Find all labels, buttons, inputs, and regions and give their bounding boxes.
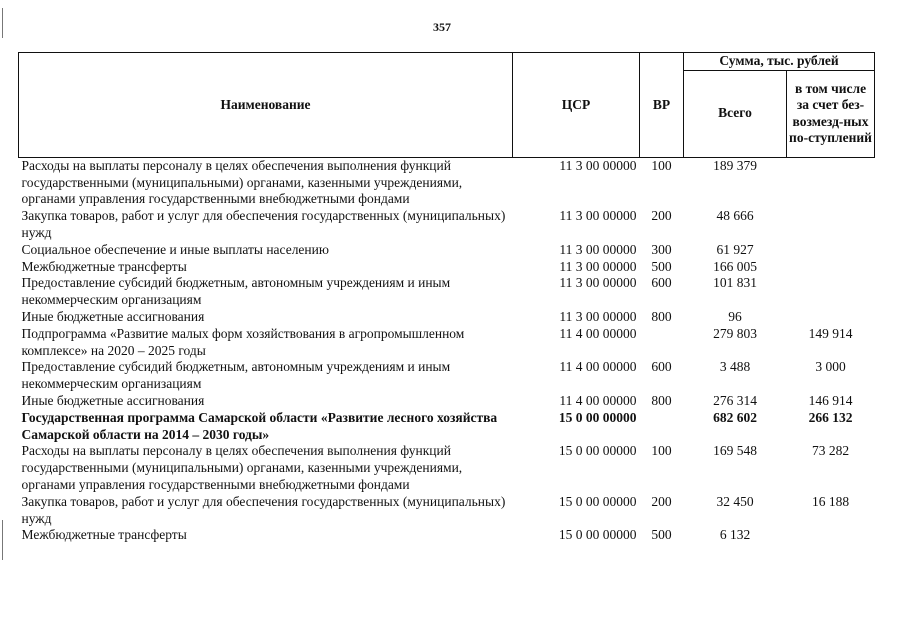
row-vr: 800 (651, 308, 672, 324)
table-row (19, 393, 875, 410)
row-csr: 11 3 00 00000 (559, 308, 637, 324)
header-name: Наименование (19, 53, 513, 158)
table-row (19, 259, 875, 276)
row-total: 96 (728, 308, 742, 324)
row-total: 101 831 (713, 275, 757, 291)
row-total: 6 132 (719, 527, 751, 543)
row-csr: 15 0 00 00000 (558, 443, 637, 459)
table-row (19, 326, 875, 360)
row-vr: 300 (651, 241, 672, 257)
scan-margin-mark (2, 520, 3, 560)
table-row (19, 359, 875, 393)
row-free-receipts (787, 309, 875, 326)
table-row (19, 275, 875, 309)
row-vr: 800 (651, 392, 672, 408)
row-free-receipts: 266 132 (808, 409, 853, 425)
row-free-receipts (787, 275, 875, 309)
row-vr: 600 (651, 359, 672, 375)
header-csr: ЦСР (513, 53, 640, 158)
row-csr: 15 0 00 00000 (558, 527, 637, 543)
table-header (19, 53, 875, 158)
row-csr: 11 3 00 00000 (559, 241, 637, 257)
row-name: Подпрограмма «Развитие малых форм хозяйствования в агропромышленном комплексе» на 2020 – 2025 годы (21, 325, 465, 358)
row-name: Предоставление субсидий бюджетным, автономным учреждениям и иным некоммерческим организациям (21, 275, 451, 308)
row-csr: 11 3 00 00000 (559, 275, 637, 291)
row-csr: 11 3 00 00000 (559, 208, 637, 224)
row-csr: 15 0 00 00000 (558, 493, 637, 509)
row-csr: 15 0 00 00000 (558, 409, 637, 425)
row-total: 166 005 (713, 258, 757, 274)
row-vr: 200 (651, 208, 672, 224)
row-name: Межбюджетные трансферты (21, 258, 187, 274)
row-name: Закупка товаров, работ и услуг для обеспечения государственных (муниципальных) нужд (21, 208, 506, 240)
table-row (19, 242, 875, 259)
header-total: Всего (684, 70, 787, 157)
budget-table (18, 52, 875, 544)
row-free-receipts (787, 208, 875, 242)
row-name: Иные бюджетные ассигнования (21, 392, 205, 408)
row-total: 276 314 (713, 392, 757, 408)
row-vr: 600 (651, 275, 672, 291)
row-free-receipts: 146 914 (808, 392, 853, 408)
row-vr: 500 (651, 527, 672, 543)
table-row (19, 494, 875, 528)
row-vr: 500 (651, 258, 672, 274)
row-csr: 11 3 00 00000 (559, 157, 637, 173)
table-row (19, 208, 875, 242)
row-csr: 11 3 00 00000 (559, 258, 637, 274)
row-vr: 200 (651, 493, 672, 509)
table-row (19, 527, 875, 544)
row-total: 32 450 (716, 493, 754, 509)
row-free-receipts (787, 527, 875, 544)
row-name: Закупка товаров, работ и услуг для обеспечения государственных (муниципальных) нужд (21, 493, 506, 526)
row-free-receipts: 73 282 (811, 443, 850, 459)
row-csr: 11 4 00 00000 (559, 392, 637, 408)
row-free-receipts (787, 242, 875, 259)
row-total: 682 602 (713, 409, 757, 425)
table-row (19, 410, 875, 444)
table-body (19, 157, 875, 544)
row-total: 189 379 (713, 157, 757, 173)
row-name: Расходы на выплаты персоналу в целях обеспечения выполнения функций государственными (муниципальными) органами, казенными учреждениями, органами управления государственными внебюджетными фондами (21, 157, 463, 207)
page-number: 357 (433, 20, 451, 34)
row-total: 169 548 (713, 443, 757, 459)
row-free-receipts: 3 000 (815, 359, 846, 375)
row-name: Предоставление субсидий бюджетным, автономным учреждениям и иным некоммерческим организациям (21, 359, 451, 392)
table-row (19, 157, 875, 208)
row-name: Социальное обеспечение и иные выплаты населению (21, 241, 329, 257)
header-free-receipts: в том числе за счет без-возмезд-ных по-ступлений (787, 70, 875, 157)
row-total: 279 803 (713, 325, 757, 341)
header-vr: ВР (640, 53, 684, 158)
row-vr: 100 (651, 443, 672, 459)
row-total: 3 488 (719, 359, 751, 375)
row-free-receipts (787, 259, 875, 276)
table-row (19, 309, 875, 326)
row-vr (640, 326, 684, 360)
table-row (19, 443, 875, 493)
row-name: Государственная программа Самарской области «Развитие лесного хозяйства Самарской области на 2014 – 2030 годы» (21, 409, 498, 442)
row-free-receipts (787, 157, 875, 208)
row-total: 48 666 (716, 208, 754, 224)
row-free-receipts: 16 188 (811, 493, 850, 509)
row-name: Расходы на выплаты персоналу в целях обеспечения выполнения функций государственными (муниципальными) органами, казенными учреждениями, органами управления государственными внебюджетными фондами (21, 443, 463, 492)
row-csr: 11 4 00 00000 (559, 359, 637, 375)
header-sum-group: Сумма, тыс. рублей (684, 53, 875, 71)
row-name: Межбюджетные трансферты (21, 527, 187, 543)
row-free-receipts: 149 914 (808, 325, 853, 341)
row-vr: 100 (651, 157, 672, 173)
row-csr: 11 4 00 00000 (559, 325, 637, 341)
row-vr (640, 410, 684, 444)
row-total: 61 927 (716, 241, 754, 257)
row-name: Иные бюджетные ассигнования (21, 308, 205, 324)
